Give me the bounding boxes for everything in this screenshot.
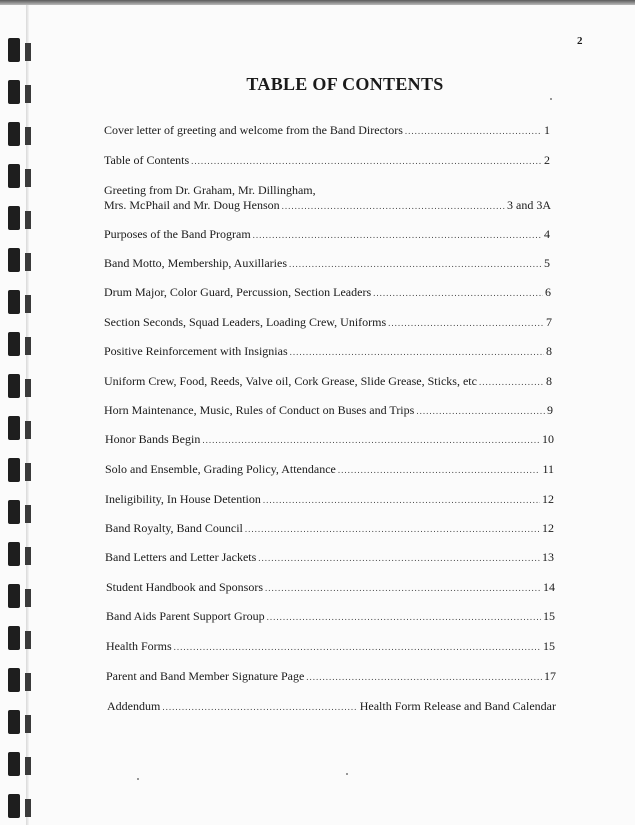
toc-entry: [105, 432, 554, 448]
toc-entry-label: Cover letter of greeting and welcome from the Band Directors: [104, 123, 403, 137]
toc-entry: [104, 198, 551, 214]
leader-dots: [479, 375, 544, 390]
toc-entry-page: 8: [546, 374, 552, 388]
toc-entry-page: 12: [542, 492, 554, 506]
page-title: TABLE OF CONTENTS: [246, 74, 444, 94]
toc-entry-label: Table of Contents: [104, 153, 190, 167]
toc-entry-label: Band Royalty, Band Council: [105, 521, 243, 535]
leader-dots: [265, 581, 541, 596]
toc-entry-label: Band Aids Parent Support Group: [106, 609, 265, 623]
toc-entry: [104, 123, 550, 139]
toc-entry: [106, 580, 555, 596]
toc-entry: [105, 462, 554, 478]
toc-entry: [107, 699, 556, 715]
toc-entry-label-line1: Greeting from Dr. Graham, Mr. Dillingham,: [104, 183, 316, 197]
toc-entry: [104, 374, 552, 390]
toc-entry-label: Band Motto, Membership, Auxillaries: [104, 256, 287, 270]
toc-entry-page: Health Form Release and Band Calendar: [359, 699, 556, 713]
leader-dots: [373, 286, 543, 301]
toc-entry-label: Ineligibility, In House Detention: [105, 492, 261, 506]
toc-entry-label: Health Forms: [106, 639, 172, 653]
toc-entry: [105, 521, 554, 537]
leader-dots: [290, 345, 544, 360]
toc-entry: [105, 550, 554, 566]
toc-entry: [106, 669, 556, 685]
toc-entry-page: 13: [542, 550, 554, 564]
toc-entry-page: 8: [546, 344, 552, 358]
toc-entry-page: 3 and 3A: [507, 198, 551, 212]
toc-entry-label: Parent and Band Member Signature Page: [106, 669, 305, 683]
leader-dots: [258, 551, 540, 566]
toc-entry-label: Student Handbook and Sponsors: [106, 580, 263, 594]
toc-entry-label: Purposes of the Band Program: [104, 227, 251, 241]
toc-entry-page: 10: [542, 432, 554, 446]
toc-entry-page: 4: [544, 227, 550, 241]
toc-entry: [104, 227, 550, 243]
toc-entry-label: Positive Reinforcement with Insignias: [104, 344, 288, 358]
leader-dots: [263, 493, 540, 508]
leader-dots: [282, 199, 505, 214]
toc-entry: [106, 609, 555, 625]
toc-entry-page: 15: [543, 639, 555, 653]
leader-dots: [253, 228, 542, 243]
leader-dots: [191, 154, 542, 169]
toc-entry: [106, 639, 555, 655]
toc-entry-label: Addendum: [107, 699, 161, 713]
leader-dots: [338, 463, 541, 478]
toc-entry-page: 7: [546, 315, 552, 329]
leader-dots: [289, 257, 542, 272]
toc-entry-label: Band Letters and Letter Jackets: [105, 550, 257, 564]
toc-entry-label: Horn Maintenance, Music, Rules of Conduct on Buses and Trips: [104, 403, 415, 417]
page-number: 2: [577, 35, 583, 47]
toc-entry-label: Solo and Ensemble, Grading Policy, Attendance: [105, 462, 336, 476]
toc-entry: [104, 256, 550, 272]
leader-dots: [245, 522, 540, 537]
toc-entry-label: Honor Bands Begin: [105, 432, 201, 446]
toc-entry-page: 15: [543, 609, 555, 623]
toc-entry-page: 6: [545, 285, 551, 299]
toc-entry: [105, 492, 554, 508]
leader-dots: [162, 700, 357, 715]
toc-entry-page: 9: [547, 403, 553, 417]
toc-entry-label: Uniform Crew, Food, Reeds, Valve oil, Cork Grease, Slide Grease, Sticks, etc: [104, 374, 477, 388]
toc-entry-page: 14: [543, 580, 555, 594]
toc-entry: [104, 285, 551, 301]
toc-entry-page: 17: [544, 669, 556, 683]
toc-entry-label: Mrs. McPhail and Mr. Doug Henson: [104, 198, 280, 212]
leader-dots: [267, 610, 541, 625]
toc-entry: [104, 315, 552, 331]
scan-speck: [550, 98, 552, 100]
toc-entry-page: 2: [544, 153, 550, 167]
leader-dots: [306, 670, 542, 685]
toc-entry-page: 5: [544, 256, 550, 270]
leader-dots: [174, 640, 541, 655]
toc-entry-page: 11: [542, 462, 554, 476]
toc-entry-page: 1: [544, 123, 550, 137]
toc-entry: [104, 403, 553, 419]
leader-dots: [405, 124, 542, 139]
leader-dots: [416, 404, 545, 419]
scan-speck: [137, 778, 139, 780]
toc-entry-label: Drum Major, Color Guard, Percussion, Section Leaders: [104, 285, 372, 299]
leader-dots: [388, 316, 544, 331]
toc-entry: [104, 344, 552, 360]
scan-speck: [346, 773, 348, 775]
toc-entry-page: 12: [542, 521, 554, 535]
leader-dots: [202, 433, 540, 448]
toc-entry: [104, 153, 550, 169]
toc-entry-label: Section Seconds, Squad Leaders, Loading Crew, Uniforms: [104, 315, 387, 329]
